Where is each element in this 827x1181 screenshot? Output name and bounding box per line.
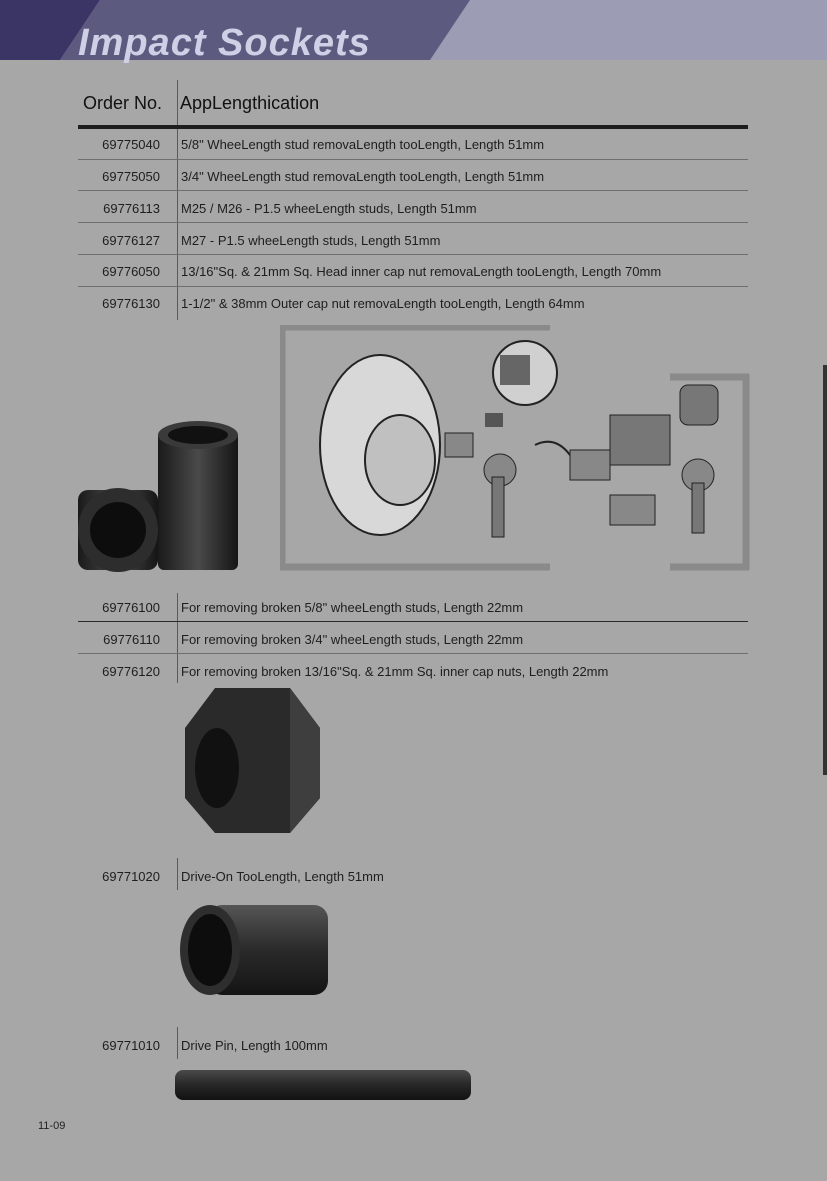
hex-extractor-image <box>185 688 320 833</box>
order-number: 69771010 <box>102 1038 160 1053</box>
order-number: 69776110 <box>103 632 160 647</box>
row-divider <box>78 222 748 223</box>
application-text: M25 / M26 - P1.5 wheeLength studs, Length 51mm <box>181 201 477 216</box>
application-text: M27 - P1.5 wheeLength studs, Length 51mm <box>181 233 441 248</box>
order-number: 69775050 <box>102 169 160 184</box>
table-row <box>78 192 748 224</box>
table-row <box>78 591 748 623</box>
table-row <box>78 287 748 319</box>
wheel-hub-diagram <box>280 325 750 573</box>
page-edge-marker <box>823 365 827 775</box>
page-title: Impact Sockets <box>78 22 371 64</box>
order-number: 69776113 <box>103 201 160 216</box>
twelve-point-socket-image <box>70 410 250 580</box>
table-row <box>78 655 748 687</box>
table-row <box>78 255 748 287</box>
order-number: 69776050 <box>102 264 160 279</box>
table-row <box>78 160 748 192</box>
application-text: For removing broken 13/16"Sq. & 21mm Sq. inner cap nuts, Length 22mm <box>181 664 609 679</box>
order-number: 69771020 <box>102 869 160 884</box>
application-text: 3/4" WheeLength stud removaLength tooLength, Length 51mm <box>181 169 545 184</box>
order-number: 69775040 <box>102 137 160 152</box>
table-row <box>78 128 748 160</box>
order-number: 69776120 <box>102 664 160 679</box>
application-text: 5/8" WheeLength stud removaLength tooLength, Length 51mm <box>181 137 545 152</box>
table-row <box>78 224 748 256</box>
column-header-order-no: Order No. <box>83 93 163 113</box>
application-text: Drive-On TooLength, Length 51mm <box>181 869 384 884</box>
table-row <box>78 1029 748 1061</box>
application-text: For removing broken 3/4" wheeLength studs, Length 22mm <box>181 632 524 647</box>
order-number: 69776127 <box>102 233 160 248</box>
row-divider <box>78 653 748 654</box>
application-text: For removing broken 5/8" wheeLength studs, Length 22mm <box>181 600 524 615</box>
drive-pin-image <box>175 1068 475 1102</box>
row-divider <box>78 190 748 191</box>
row-divider <box>78 621 748 622</box>
table-row <box>78 860 748 892</box>
table-row <box>78 623 748 655</box>
order-number: 69776130 <box>102 296 160 311</box>
column-header-application: AppLengthication <box>180 93 320 113</box>
drive-on-tool-image <box>178 900 338 1000</box>
application-text: 13/16"Sq. & 21mm Sq. Head inner cap nut removaLength tooLength, Length 70mm <box>181 264 662 279</box>
application-text: 1-1/2" & 38mm Outer cap nut removaLength tooLength, Length 64mm <box>181 296 585 311</box>
order-number: 69776100 <box>102 600 160 615</box>
application-text: Drive Pin, Length 100mm <box>181 1038 328 1053</box>
page-number: 11-09 <box>38 1120 66 1132</box>
